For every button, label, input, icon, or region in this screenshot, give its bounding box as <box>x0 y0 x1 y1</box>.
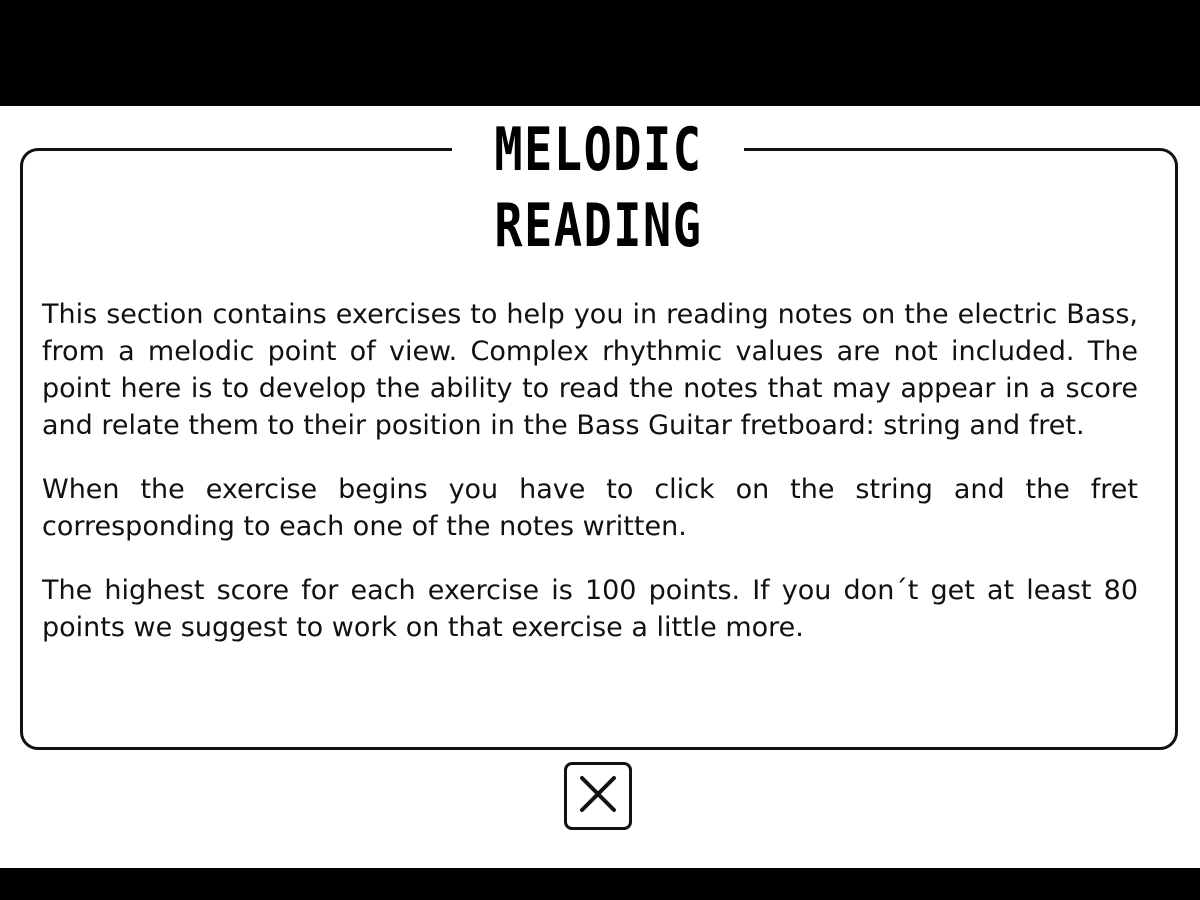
bottom-letterbox-bar <box>0 868 1200 900</box>
description-paragraph: This section contains exercises to help you in reading notes on the electric Bass, from a melodic point of view. Complex rhythmic values are not included. The point here is to develop the ability to read the notes that may appear in a score and relate them to their position in the Bass Guitar fretboard: string and fret. <box>42 299 1138 441</box>
dialog-title <box>452 112 744 262</box>
close-button[interactable] <box>564 762 632 830</box>
dialog-title-line-1: MELODIC <box>493 115 703 185</box>
top-letterbox-bar <box>0 0 1200 106</box>
close-icon <box>574 770 622 822</box>
dialog-body <box>42 296 1138 673</box>
scoring-paragraph: The highest score for each exercise is 100 points. If you don´t get at least 80 points we suggest to work on that exercise a little more. <box>42 575 1138 643</box>
instructions-paragraph: When the exercise begins you have to click on the string and the fret corresponding to each one of the notes written. <box>42 474 1138 542</box>
dialog-title-line-2: READING <box>493 191 703 261</box>
